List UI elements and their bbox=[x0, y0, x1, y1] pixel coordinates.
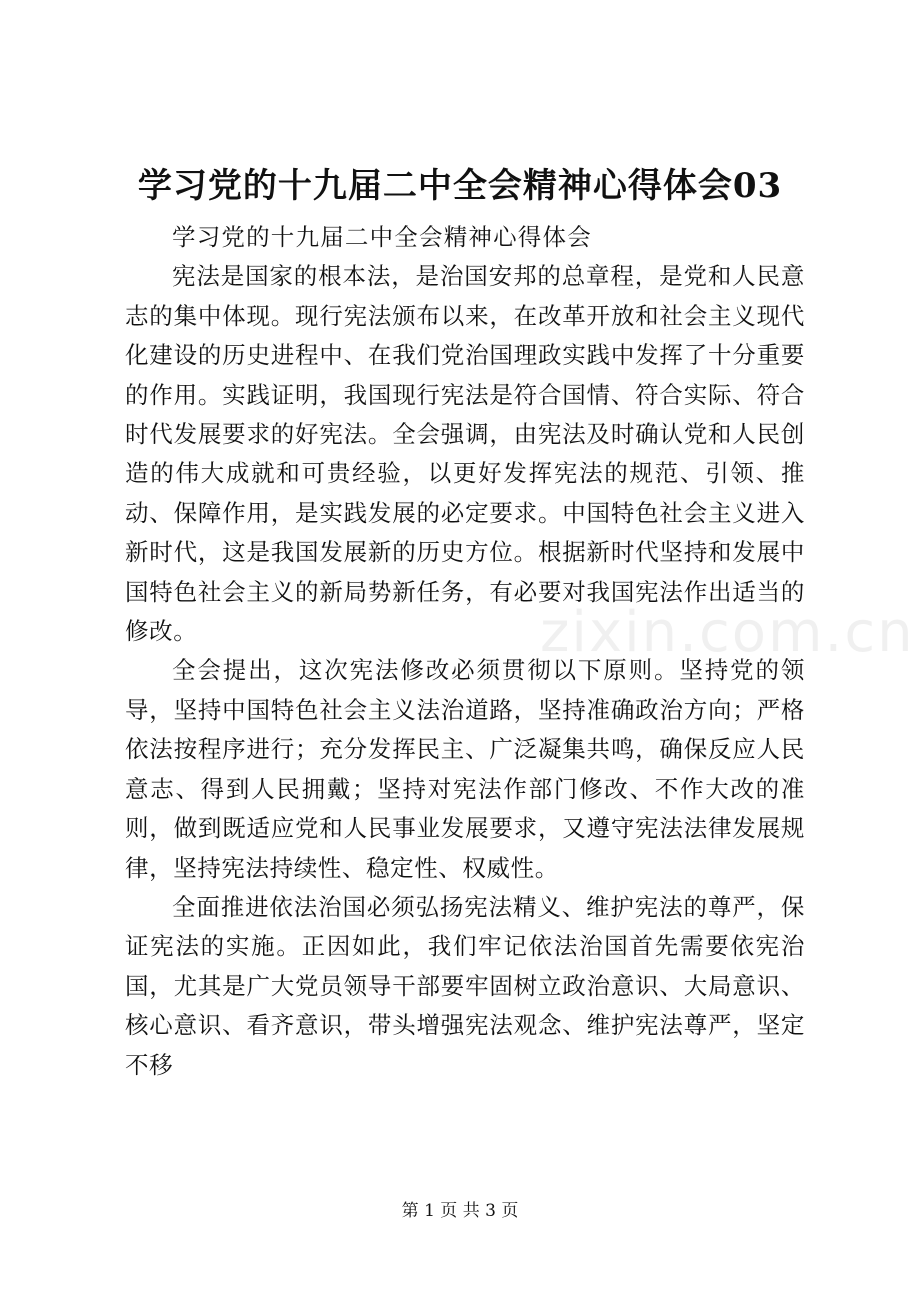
page-footer: 第 1 页 共 3 页 bbox=[401, 1201, 519, 1221]
paragraph-1: 宪法是国家的根本法，是治国安邦的总章程，是党和人民意志的集中体现。现行宪法颁布以来，在改革开放和社会主义现代化建设的历史进程中、在我们党治国理政实践中发挥了十分重要的作用。实践证明，我国现行宪法是符合国情、符合实际、符合时代发展要求的好宪法。全会强调，由宪法及时确认党和人民创造的伟大成就和可贵经验，以更好发挥宪法的规范、引领、推动、保障作用，是实践发展的必定要求。中国特色社会主义进入新时代，这是我国发展新的历史方位。根据新时代坚持和发展中国特色社会主义的新局势新任务，有必要对我国宪法作出适当的修改。 bbox=[125, 262, 805, 646]
document-title: 学习党的十九届二中全会精神心得体会03 bbox=[137, 166, 783, 206]
paragraph-3: 全面推进依法治国必须弘扬宪法精义、维护宪法的尊严，保证宪法的实施。正因如此，我们牢记依法治国首先需要依宪治国，尤其是广大党员领导干部要牢固树立政治意识、大局意识、核心意识、看齐意识，带头增强宪法观念、维护宪法尊严，坚定不移 bbox=[125, 892, 805, 1079]
watermark: zixin.com.cn bbox=[540, 600, 915, 665]
paragraph-subtitle: 学习党的十九届二中全会精神心得体会 bbox=[172, 223, 592, 251]
paragraph-2: 全会提出，这次宪法修改必须贯彻以下原则。坚持党的领导，坚持中国特色社会主义法治道路，坚持准确政治方向；严格依法按程序进行；充分发挥民主、广泛凝集共鸣，确保反应人民意志、得到人民拥戴；坚持对宪法作部门修改、不作大改的准则，做到既适应党和人民事业发展要求，又遵守宪法法律发展规律，坚持宪法持续性、稳定性、权威性。 bbox=[125, 656, 805, 882]
document-body bbox=[125, 218, 805, 1085]
